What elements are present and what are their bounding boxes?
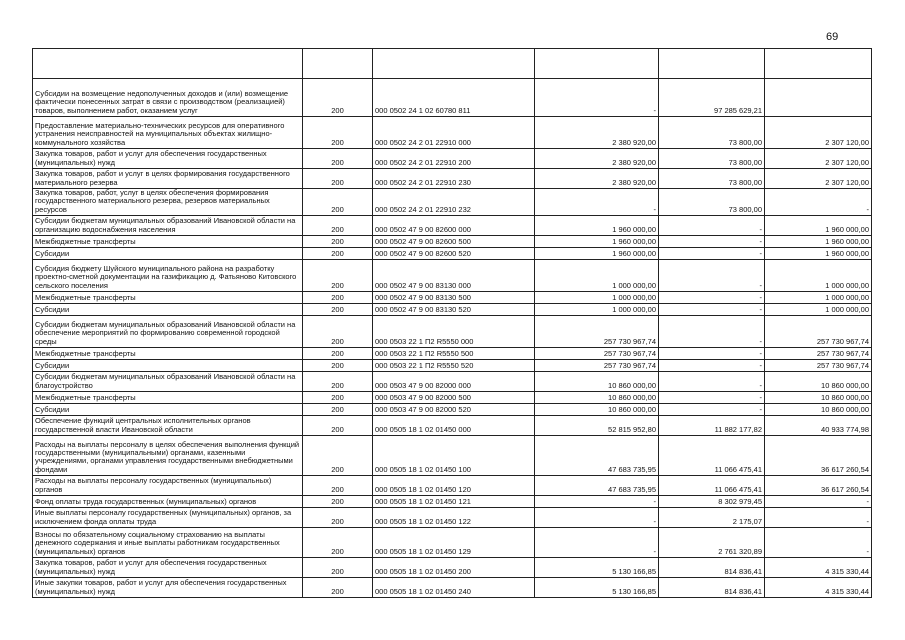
row-executed-amount: -	[659, 248, 765, 260]
table-row	[33, 316, 872, 348]
table-row	[33, 304, 872, 316]
row-budget-code: 000 0505 18 1 02 01450 100	[373, 436, 535, 476]
page-number: 69	[826, 31, 839, 43]
row-executed-amount: 814 836,41	[659, 578, 765, 598]
table-row	[33, 392, 872, 404]
row-line-code: 200	[303, 248, 373, 260]
row-budget-code: 000 0503 22 1 П2 R5550 500	[373, 348, 535, 360]
row-budget-code: 000 0502 47 9 00 82600 520	[373, 248, 535, 260]
row-executed-amount: -	[659, 304, 765, 316]
row-description: Субсидии на возмещение недополученных доходов и (или) возмещение фактически понесенных затрат в связи с производством (реализацией) товаров, выполнением работ, оказанием услуг	[33, 79, 303, 117]
row-executed-amount: -	[659, 348, 765, 360]
row-line-code: 200	[303, 189, 373, 216]
row-budget-code: 000 0502 47 9 00 82600 000	[373, 216, 535, 236]
row-budget-code: 000 0502 47 9 00 82600 500	[373, 236, 535, 248]
row-description: Закупка товаров, работ и услуг в целях формирования государственного материального резерва	[33, 169, 303, 189]
row-executed-amount: -	[659, 360, 765, 372]
row-approved-amount: 257 730 967,74	[535, 316, 659, 348]
row-budget-code: 000 0502 47 9 00 83130 000	[373, 260, 535, 292]
row-line-code: 200	[303, 558, 373, 578]
row-description: Субсидии бюджетам муниципальных образований Ивановской области на благоустройство	[33, 372, 303, 392]
row-approved-amount: 2 380 920,00	[535, 169, 659, 189]
row-approved-amount: 47 683 735,95	[535, 436, 659, 476]
row-executed-amount: 2 175,07	[659, 508, 765, 528]
row-description: Субсидии	[33, 304, 303, 316]
row-line-code: 200	[303, 304, 373, 316]
row-remaining-amount: 2 307 120,00	[765, 149, 872, 169]
row-approved-amount: 1 000 000,00	[535, 292, 659, 304]
table-row	[33, 292, 872, 304]
row-line-code: 200	[303, 392, 373, 404]
table-row	[33, 416, 872, 436]
row-budget-code: 000 0505 18 1 02 01450 120	[373, 476, 535, 496]
row-description: Иные закупки товаров, работ и услуг для обеспечения государственных (муниципальных) нужд	[33, 578, 303, 598]
row-executed-amount: 73 800,00	[659, 169, 765, 189]
row-approved-amount: -	[535, 79, 659, 117]
row-budget-code: 000 0503 47 9 00 82000 500	[373, 392, 535, 404]
row-remaining-amount: 1 960 000,00	[765, 248, 872, 260]
row-executed-amount: -	[659, 260, 765, 292]
row-approved-amount: 257 730 967,74	[535, 348, 659, 360]
row-approved-amount: 47 683 735,95	[535, 476, 659, 496]
row-line-code: 200	[303, 508, 373, 528]
row-description: Расходы на выплаты персоналу в целях обеспечения выполнения функций государственными (муниципальными) органами, казенными учреждениями, органами управления государственными внебюджетными фондами	[33, 436, 303, 476]
table-row	[33, 496, 872, 508]
table-row	[33, 476, 872, 496]
row-line-code: 200	[303, 169, 373, 189]
row-approved-amount: 2 380 920,00	[535, 149, 659, 169]
row-executed-amount: 11 882 177,82	[659, 416, 765, 436]
row-executed-amount: 11 066 475,41	[659, 476, 765, 496]
row-description: Закупка товаров, работ и услуг для обеспечения государственных (муниципальных) нужд	[33, 149, 303, 169]
row-remaining-amount: 2 307 120,00	[765, 117, 872, 149]
row-budget-code: 000 0502 24 2 01 22910 230	[373, 169, 535, 189]
row-remaining-amount	[765, 79, 872, 117]
row-approved-amount: 10 860 000,00	[535, 404, 659, 416]
table-row	[33, 260, 872, 292]
row-line-code: 200	[303, 348, 373, 360]
row-executed-amount: -	[659, 404, 765, 416]
row-remaining-amount: 40 933 774,98	[765, 416, 872, 436]
row-line-code: 200	[303, 416, 373, 436]
row-line-code: 200	[303, 292, 373, 304]
row-description: Субсидии	[33, 404, 303, 416]
row-remaining-amount: 4 315 330,44	[765, 578, 872, 598]
row-budget-code: 000 0505 18 1 02 01450 000	[373, 416, 535, 436]
row-budget-code: 000 0505 18 1 02 01450 122	[373, 508, 535, 528]
row-approved-amount: 1 960 000,00	[535, 248, 659, 260]
row-description: Субсидии бюджетам муниципальных образований Ивановской области на организацию водоснабжения населения	[33, 216, 303, 236]
row-executed-amount: 814 836,41	[659, 558, 765, 578]
row-description: Взносы по обязательному социальному страхованию на выплаты денежного содержания и иные выплаты работникам государственных (муниципальных) органов	[33, 528, 303, 558]
row-remaining-amount: 1 000 000,00	[765, 260, 872, 292]
row-line-code: 200	[303, 404, 373, 416]
table-row	[33, 404, 872, 416]
row-budget-code: 000 0505 18 1 02 01450 200	[373, 558, 535, 578]
table-row	[33, 189, 872, 216]
row-remaining-amount: 36 617 260,54	[765, 476, 872, 496]
row-description: Предоставление материально-технических ресурсов для оперативного устранения неисправностей на муниципальных объектах жилищно-коммунального хозяйства	[33, 117, 303, 149]
row-executed-amount: 73 800,00	[659, 189, 765, 216]
row-remaining-amount: 36 617 260,54	[765, 436, 872, 476]
table-row	[33, 216, 872, 236]
row-budget-code: 000 0502 24 2 01 22910 000	[373, 117, 535, 149]
row-executed-amount: 11 066 475,41	[659, 436, 765, 476]
row-description: Межбюджетные трансферты	[33, 348, 303, 360]
row-executed-amount: 73 800,00	[659, 117, 765, 149]
row-approved-amount: 5 130 166,85	[535, 578, 659, 598]
row-remaining-amount: 2 307 120,00	[765, 169, 872, 189]
row-budget-code: 000 0503 47 9 00 82000 520	[373, 404, 535, 416]
row-approved-amount: 10 860 000,00	[535, 392, 659, 404]
table-row	[33, 578, 872, 598]
table-row	[33, 149, 872, 169]
row-description: Обеспечение функций центральных исполнительных органов государственной власти Ивановской области	[33, 416, 303, 436]
row-description: Субсидии бюджетам муниципальных образований Ивановской области на обеспечение мероприятий по формированию современной городской среды	[33, 316, 303, 348]
row-approved-amount: 52 815 952,80	[535, 416, 659, 436]
row-budget-code: 000 0502 24 2 01 22910 200	[373, 149, 535, 169]
row-remaining-amount: 10 860 000,00	[765, 392, 872, 404]
row-approved-amount: 2 380 920,00	[535, 117, 659, 149]
row-approved-amount: 257 730 967,74	[535, 360, 659, 372]
row-approved-amount: 1 000 000,00	[535, 304, 659, 316]
row-executed-amount: -	[659, 316, 765, 348]
row-approved-amount: 1 960 000,00	[535, 216, 659, 236]
row-line-code: 200	[303, 360, 373, 372]
row-description: Закупка товаров, работ, услуг в целях обеспечения формирования государственного материального резерва, резервов материальных ресурсов	[33, 189, 303, 216]
row-line-code: 200	[303, 496, 373, 508]
row-line-code: 200	[303, 436, 373, 476]
row-remaining-amount: 10 860 000,00	[765, 372, 872, 392]
row-line-code: 200	[303, 149, 373, 169]
row-budget-code: 000 0503 47 9 00 82000 000	[373, 372, 535, 392]
table-row	[33, 528, 872, 558]
row-executed-amount: 97 285 629,21	[659, 79, 765, 117]
row-description: Закупка товаров, работ и услуг для обеспечения государственных (муниципальных) нужд	[33, 558, 303, 578]
row-executed-amount: -	[659, 236, 765, 248]
row-line-code: 200	[303, 117, 373, 149]
row-executed-amount: -	[659, 372, 765, 392]
row-remaining-amount: 1 000 000,00	[765, 292, 872, 304]
row-line-code: 200	[303, 476, 373, 496]
row-budget-code: 000 0505 18 1 02 01450 129	[373, 528, 535, 558]
row-description: Субсидии	[33, 360, 303, 372]
table-header-spacer	[33, 49, 872, 79]
row-description: Расходы на выплаты персоналу государственных (муниципальных) органов	[33, 476, 303, 496]
row-budget-code: 000 0503 22 1 П2 R5550 520	[373, 360, 535, 372]
table-row	[33, 436, 872, 476]
row-remaining-amount: -	[765, 189, 872, 216]
row-approved-amount: 1 000 000,00	[535, 260, 659, 292]
row-remaining-amount: 1 960 000,00	[765, 216, 872, 236]
row-line-code: 200	[303, 528, 373, 558]
row-executed-amount: -	[659, 292, 765, 304]
row-remaining-amount: 257 730 967,74	[765, 316, 872, 348]
table-row	[33, 360, 872, 372]
row-description: Межбюджетные трансферты	[33, 392, 303, 404]
table-row	[33, 372, 872, 392]
row-description: Фонд оплаты труда государственных (муниципальных) органов	[33, 496, 303, 508]
row-description: Межбюджетные трансферты	[33, 292, 303, 304]
row-budget-code: 000 0505 18 1 02 01450 121	[373, 496, 535, 508]
row-budget-code: 000 0505 18 1 02 01450 240	[373, 578, 535, 598]
row-description: Субсидия бюджету Шуйского муниципального района на разработку проектно-сметной документации на газификацию д. Фатьяново Китовского сельского поселения	[33, 260, 303, 292]
row-approved-amount: -	[535, 496, 659, 508]
row-remaining-amount: 10 860 000,00	[765, 404, 872, 416]
row-approved-amount: 1 960 000,00	[535, 236, 659, 248]
table-row	[33, 248, 872, 260]
table-row	[33, 169, 872, 189]
row-line-code: 200	[303, 79, 373, 117]
row-remaining-amount: -	[765, 528, 872, 558]
table-row	[33, 348, 872, 360]
row-executed-amount: 2 761 320,89	[659, 528, 765, 558]
row-executed-amount: 73 800,00	[659, 149, 765, 169]
table-row	[33, 79, 872, 117]
row-budget-code: 000 0502 24 1 02 60780 811	[373, 79, 535, 117]
row-line-code: 200	[303, 260, 373, 292]
budget-table	[32, 48, 872, 598]
row-executed-amount: -	[659, 216, 765, 236]
row-approved-amount: -	[535, 189, 659, 216]
row-executed-amount: 8 302 979,45	[659, 496, 765, 508]
table-row	[33, 558, 872, 578]
row-remaining-amount: -	[765, 508, 872, 528]
table-row	[33, 508, 872, 528]
row-line-code: 200	[303, 316, 373, 348]
row-approved-amount: -	[535, 528, 659, 558]
table-row	[33, 117, 872, 149]
table-row	[33, 236, 872, 248]
row-approved-amount: -	[535, 508, 659, 528]
row-approved-amount: 5 130 166,85	[535, 558, 659, 578]
row-description: Межбюджетные трансферты	[33, 236, 303, 248]
row-executed-amount: -	[659, 392, 765, 404]
row-line-code: 200	[303, 578, 373, 598]
row-description: Иные выплаты персоналу государственных (муниципальных) органов, за исключением фонда оплаты труда	[33, 508, 303, 528]
row-description: Субсидии	[33, 248, 303, 260]
row-remaining-amount: -	[765, 496, 872, 508]
row-remaining-amount: 257 730 967,74	[765, 348, 872, 360]
row-remaining-amount: 1 000 000,00	[765, 304, 872, 316]
row-line-code: 200	[303, 372, 373, 392]
row-budget-code: 000 0503 22 1 П2 R5550 000	[373, 316, 535, 348]
row-remaining-amount: 257 730 967,74	[765, 360, 872, 372]
row-remaining-amount: 1 960 000,00	[765, 236, 872, 248]
row-remaining-amount: 4 315 330,44	[765, 558, 872, 578]
row-budget-code: 000 0502 24 2 01 22910 232	[373, 189, 535, 216]
row-budget-code: 000 0502 47 9 00 83130 520	[373, 304, 535, 316]
row-line-code: 200	[303, 216, 373, 236]
row-line-code: 200	[303, 236, 373, 248]
row-budget-code: 000 0502 47 9 00 83130 500	[373, 292, 535, 304]
row-approved-amount: 10 860 000,00	[535, 372, 659, 392]
